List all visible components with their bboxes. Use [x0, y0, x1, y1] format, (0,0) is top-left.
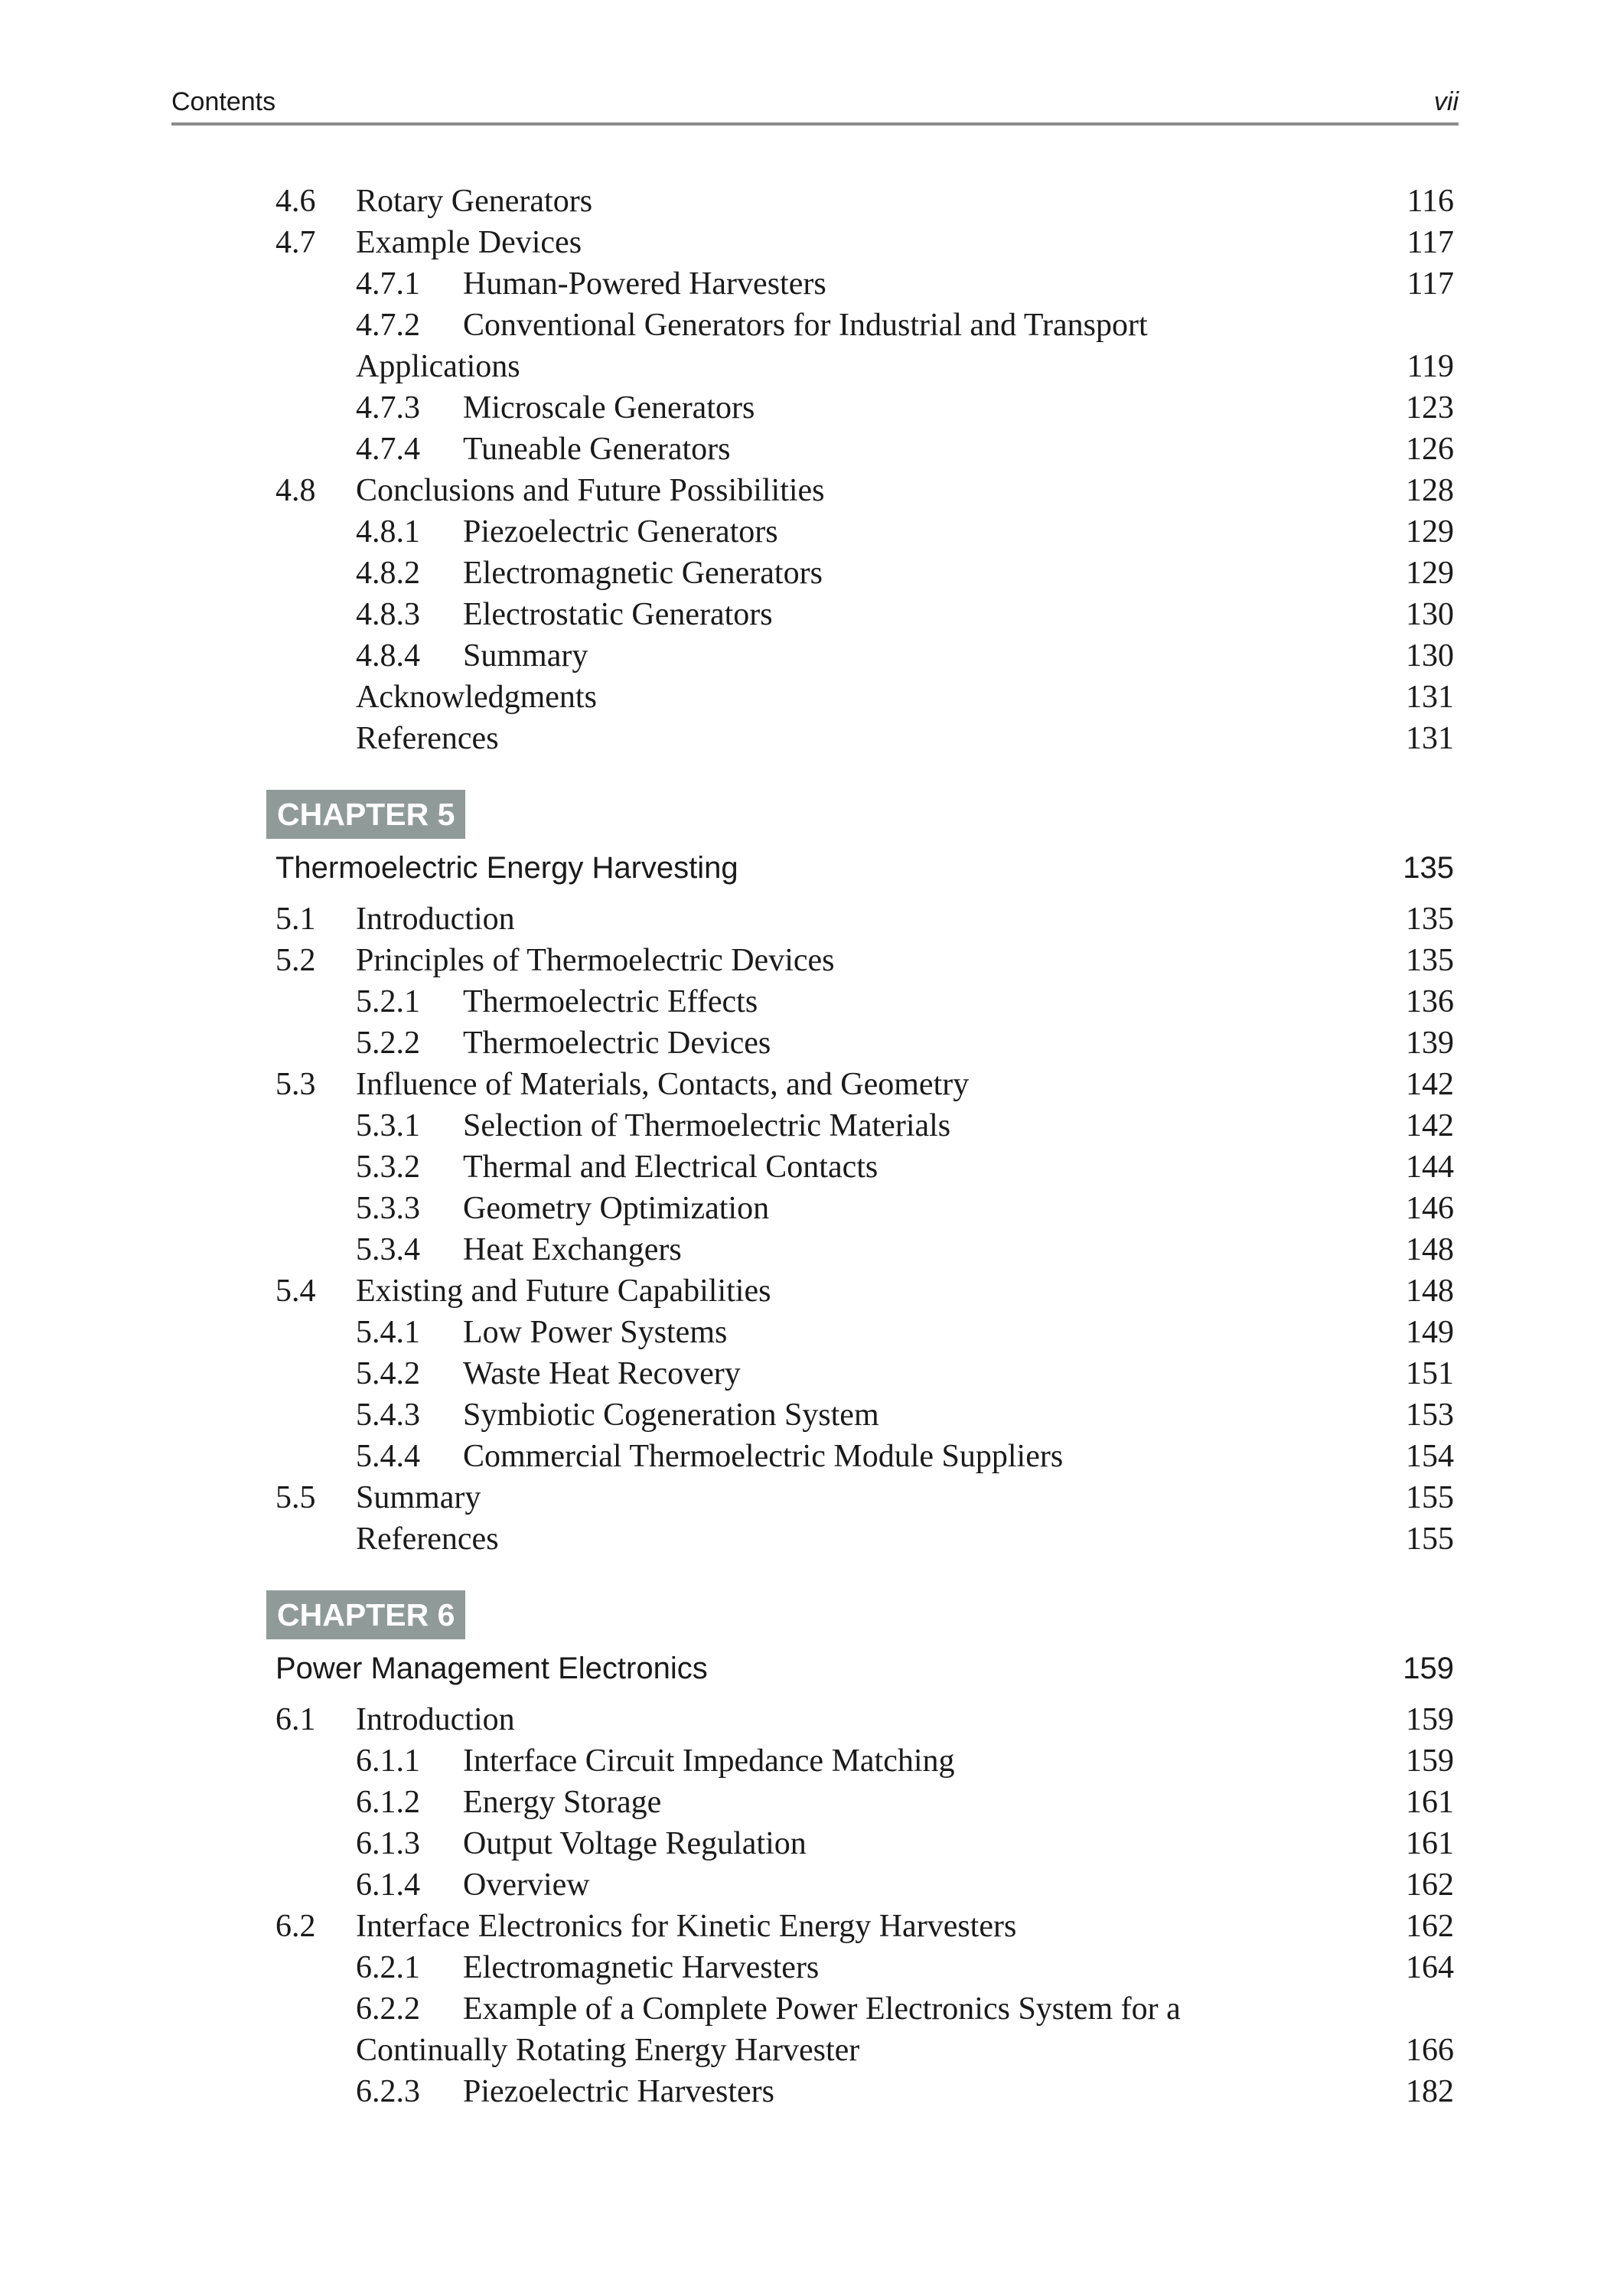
chapter-page-number: 159: [1403, 1652, 1454, 1685]
toc-entry-title: Electrostatic Generators: [463, 597, 773, 632]
chapter-badge: CHAPTER 5: [266, 790, 465, 839]
toc-entry-title: Selection of Thermoelectric Materials: [463, 1108, 951, 1143]
toc-entry-page: 159: [1406, 1702, 1454, 1737]
toc-entry-number: 6.1.2: [356, 1785, 420, 1820]
toc-entry-title: Thermal and Electrical Contacts: [463, 1150, 878, 1185]
toc-entry-number: 5.4.1: [356, 1315, 420, 1350]
chapter-badge: CHAPTER 6: [266, 1590, 465, 1639]
toc-entry[interactable]: [275, 1782, 1454, 1823]
toc-entry[interactable]: [275, 1947, 1454, 1988]
toc-entry-title: Heat Exchangers: [463, 1232, 682, 1267]
toc-entry-title: Example Devices: [356, 225, 582, 260]
toc-entry[interactable]: [275, 263, 1454, 305]
chapter-6-entries: [275, 1699, 1454, 2112]
toc-entry-number: 5.5: [275, 1480, 316, 1515]
toc-entry-title: Interface Electronics for Kinetic Energy Harvesters: [356, 1909, 1017, 1944]
toc-entry[interactable]: [275, 1312, 1454, 1353]
toc-entry[interactable]: [275, 511, 1454, 553]
toc-entry-number: 5.3.2: [356, 1150, 420, 1185]
toc-entry[interactable]: [275, 346, 1454, 387]
toc-entry[interactable]: [275, 2030, 1454, 2071]
toc-entry-page: 117: [1407, 225, 1454, 260]
toc-entry-page: 116: [1407, 184, 1454, 219]
chapter-5-entries: [275, 899, 1454, 1560]
toc-entry-number: 5.4.4: [356, 1439, 420, 1474]
toc-entry-title: Conclusions and Future Possibilities: [356, 473, 825, 508]
toc-entry-page: 148: [1406, 1274, 1454, 1309]
toc-entry[interactable]: [275, 1477, 1454, 1518]
toc-entry[interactable]: [275, 1699, 1454, 1740]
toc-entry[interactable]: [275, 222, 1454, 263]
toc-entry-page: 148: [1406, 1232, 1454, 1267]
toc-entry-page: 149: [1406, 1315, 1454, 1350]
toc-entry-number: 5.4.3: [356, 1397, 420, 1433]
toc-entry[interactable]: [275, 1823, 1454, 1864]
toc-entry-title: Example of a Complete Power Electronics System for a: [463, 1991, 1181, 2027]
table-of-contents: [275, 181, 1454, 2112]
toc-entry-number: 5.2: [275, 943, 316, 978]
toc-entry-page: 142: [1406, 1067, 1454, 1102]
toc-entry-number: 4.8: [275, 473, 316, 508]
toc-entry[interactable]: [275, 1906, 1454, 1947]
toc-entry-title: Piezoelectric Harvesters: [463, 2074, 774, 2109]
toc-entry-page: 142: [1406, 1108, 1454, 1143]
toc-entry-page: 164: [1406, 1950, 1454, 1985]
toc-entry-number: 4.7.2: [356, 308, 420, 343]
toc-entry-page: 161: [1406, 1785, 1454, 1820]
chapter-page-number: 135: [1403, 851, 1454, 885]
chapter-6-block: [275, 1590, 1454, 2112]
toc-entry-title: Summary: [463, 638, 588, 673]
toc-entry[interactable]: [275, 470, 1454, 511]
toc-entry-page: 136: [1406, 984, 1454, 1019]
toc-entry-title: Influence of Materials, Contacts, and Geometry: [356, 1067, 970, 1102]
toc-entry-title: Human-Powered Harvesters: [463, 266, 826, 302]
toc-entry-title: Conventional Generators for Industrial and Transport: [463, 308, 1148, 343]
toc-entry-number: 5.3: [275, 1067, 316, 1102]
toc-entry[interactable]: [275, 181, 1454, 222]
toc-entry-page: 131: [1406, 680, 1454, 715]
toc-entry[interactable]: [275, 553, 1454, 594]
toc-entry[interactable]: [275, 635, 1454, 677]
toc-entry-page: 154: [1406, 1439, 1454, 1474]
toc-entry-page: 135: [1406, 902, 1454, 937]
toc-entry-title: Commercial Thermoelectric Module Suppliers: [463, 1439, 1064, 1474]
toc-entry-page: 126: [1406, 432, 1454, 467]
toc-entry[interactable]: [275, 940, 1454, 981]
toc-entry-title: Introduction: [356, 902, 515, 937]
toc-entry-title: Waste Heat Recovery: [463, 1356, 741, 1391]
toc-entry-page: 135: [1406, 943, 1454, 978]
toc-entry-title: Overview: [463, 1867, 590, 1903]
toc-entry-title: Continually Rotating Energy Harvester: [356, 2033, 860, 2068]
toc-entry[interactable]: [275, 1394, 1454, 1436]
toc-entry[interactable]: [275, 981, 1454, 1022]
toc-entry-number: 4.8.1: [356, 514, 420, 550]
toc-entry-page: 119: [1407, 349, 1454, 384]
chapter-title: Power Management Electronics: [275, 1652, 708, 1685]
toc-entry-number: 5.4.2: [356, 1356, 420, 1391]
toc-entry-number: 4.7.1: [356, 266, 420, 302]
toc-entry-title: Summary: [356, 1480, 481, 1515]
toc-entry-title: Electromagnetic Harvesters: [463, 1950, 820, 1985]
toc-entry-title: Piezoelectric Generators: [463, 514, 778, 550]
toc-entry-page: 130: [1406, 638, 1454, 673]
toc-entry-title: References: [356, 721, 499, 756]
toc-entry-page: 161: [1406, 1826, 1454, 1861]
toc-entry-number: 4.8.3: [356, 597, 420, 632]
toc-entry-title: Acknowledgments: [356, 680, 597, 715]
chapter-5-block: [275, 790, 1454, 1560]
page-number: vii: [1433, 87, 1459, 116]
toc-entry-number: 6.2: [275, 1909, 316, 1944]
toc-entry[interactable]: [275, 1188, 1454, 1229]
toc-entry[interactable]: [275, 1064, 1454, 1105]
toc-entry-number: 4.7.4: [356, 432, 420, 467]
toc-entry-title: Microscale Generators: [463, 390, 755, 426]
toc-entry-page: 130: [1406, 597, 1454, 632]
toc-entry-number: 6.2.2: [356, 1991, 420, 2027]
toc-entry[interactable]: [275, 1022, 1454, 1064]
toc-entry[interactable]: [275, 1988, 1454, 2030]
toc-entry-number: 5.3.4: [356, 1232, 420, 1267]
toc-section-chapter-4-continued: [275, 181, 1454, 759]
toc-entry-number: 5.1: [275, 902, 316, 937]
toc-entry-number: 5.3.3: [356, 1191, 420, 1226]
toc-entry-page: 129: [1406, 514, 1454, 550]
running-head: [171, 83, 1459, 126]
chapter-title-row[interactable]: [275, 839, 1454, 897]
toc-entry-title: Low Power Systems: [463, 1315, 728, 1350]
toc-entry[interactable]: [275, 1740, 1454, 1782]
toc-entry-number: 6.2.3: [356, 2074, 420, 2109]
toc-entry-page: 155: [1406, 1521, 1454, 1557]
toc-entry-page: 151: [1406, 1356, 1454, 1391]
toc-entry[interactable]: [275, 429, 1454, 470]
toc-entry[interactable]: [275, 1270, 1454, 1312]
toc-entry-page: 159: [1406, 1743, 1454, 1779]
toc-entry-number: 4.8.2: [356, 556, 420, 591]
toc-entry[interactable]: [275, 899, 1454, 940]
toc-entry-page: 153: [1406, 1397, 1454, 1433]
toc-entry-number: 5.2.2: [356, 1026, 420, 1061]
toc-entry-title: Tuneable Generators: [463, 432, 731, 467]
toc-entry[interactable]: [275, 1436, 1454, 1477]
toc-entry-title: Introduction: [356, 1702, 515, 1737]
chapter-title: Thermoelectric Energy Harvesting: [275, 851, 738, 885]
toc-entry-title: Thermoelectric Devices: [463, 1026, 771, 1061]
toc-entry-title: Rotary Generators: [356, 184, 593, 219]
toc-entry-number: 5.4: [275, 1274, 316, 1309]
toc-entry[interactable]: [275, 2071, 1454, 2112]
toc-entry-number: 6.1.3: [356, 1826, 420, 1861]
toc-entry-page: 162: [1406, 1867, 1454, 1903]
toc-entry[interactable]: [275, 1146, 1454, 1188]
toc-entry-title: Interface Circuit Impedance Matching: [463, 1743, 955, 1779]
toc-entry[interactable]: [275, 1353, 1454, 1394]
toc-entry-number: 6.1: [275, 1702, 316, 1737]
toc-entry-number: 5.2.1: [356, 984, 420, 1019]
toc-entry-page: 155: [1406, 1480, 1454, 1515]
chapter-title-row[interactable]: [275, 1639, 1454, 1698]
toc-entry-title: Output Voltage Regulation: [463, 1826, 807, 1861]
toc-entry-number: 6.2.1: [356, 1950, 420, 1985]
toc-entry-page: 117: [1407, 266, 1454, 302]
toc-entry-page: 131: [1406, 721, 1454, 756]
toc-entry-page: 182: [1406, 2074, 1454, 2109]
toc-entry-title: Applications: [356, 349, 520, 384]
toc-entry-page: 166: [1406, 2033, 1454, 2068]
toc-entry-title: Existing and Future Capabilities: [356, 1274, 771, 1309]
toc-entry-page: 123: [1406, 390, 1454, 426]
toc-entry-title: Electromagnetic Generators: [463, 556, 823, 591]
toc-entry[interactable]: [275, 1105, 1454, 1146]
toc-entry-number: 5.3.1: [356, 1108, 420, 1143]
toc-entry[interactable]: [275, 387, 1454, 429]
toc-entry-page: 129: [1406, 556, 1454, 591]
toc-entry[interactable]: [275, 718, 1454, 759]
toc-entry-title: Symbiotic Cogeneration System: [463, 1397, 879, 1433]
toc-entry-page: 144: [1406, 1150, 1454, 1185]
toc-entry[interactable]: [275, 1518, 1454, 1560]
toc-entry-page: 128: [1406, 473, 1454, 508]
toc-entry-number: 4.7.3: [356, 390, 420, 426]
toc-entry-title: Geometry Optimization: [463, 1191, 770, 1226]
toc-entry-title: Principles of Thermoelectric Devices: [356, 943, 835, 978]
toc-entry-number: 4.8.4: [356, 638, 420, 673]
toc-entry[interactable]: [275, 1864, 1454, 1906]
toc-entry-title: Energy Storage: [463, 1785, 662, 1820]
running-head-title: Contents: [171, 87, 276, 116]
toc-entry[interactable]: [275, 305, 1454, 346]
toc-entry-page: 162: [1406, 1909, 1454, 1944]
toc-entry[interactable]: [275, 594, 1454, 635]
toc-entry-page: 146: [1406, 1191, 1454, 1226]
toc-entry-number: 4.6: [275, 184, 316, 219]
toc-entry[interactable]: [275, 1229, 1454, 1270]
toc-entry-title: References: [356, 1521, 499, 1557]
toc-entry[interactable]: [275, 677, 1454, 718]
toc-entry-number: 4.7: [275, 225, 316, 260]
toc-entry-number: 6.1.1: [356, 1743, 420, 1779]
toc-entry-title: Thermoelectric Effects: [463, 984, 758, 1019]
toc-entry-page: 139: [1406, 1026, 1454, 1061]
toc-entry-number: 6.1.4: [356, 1867, 420, 1903]
